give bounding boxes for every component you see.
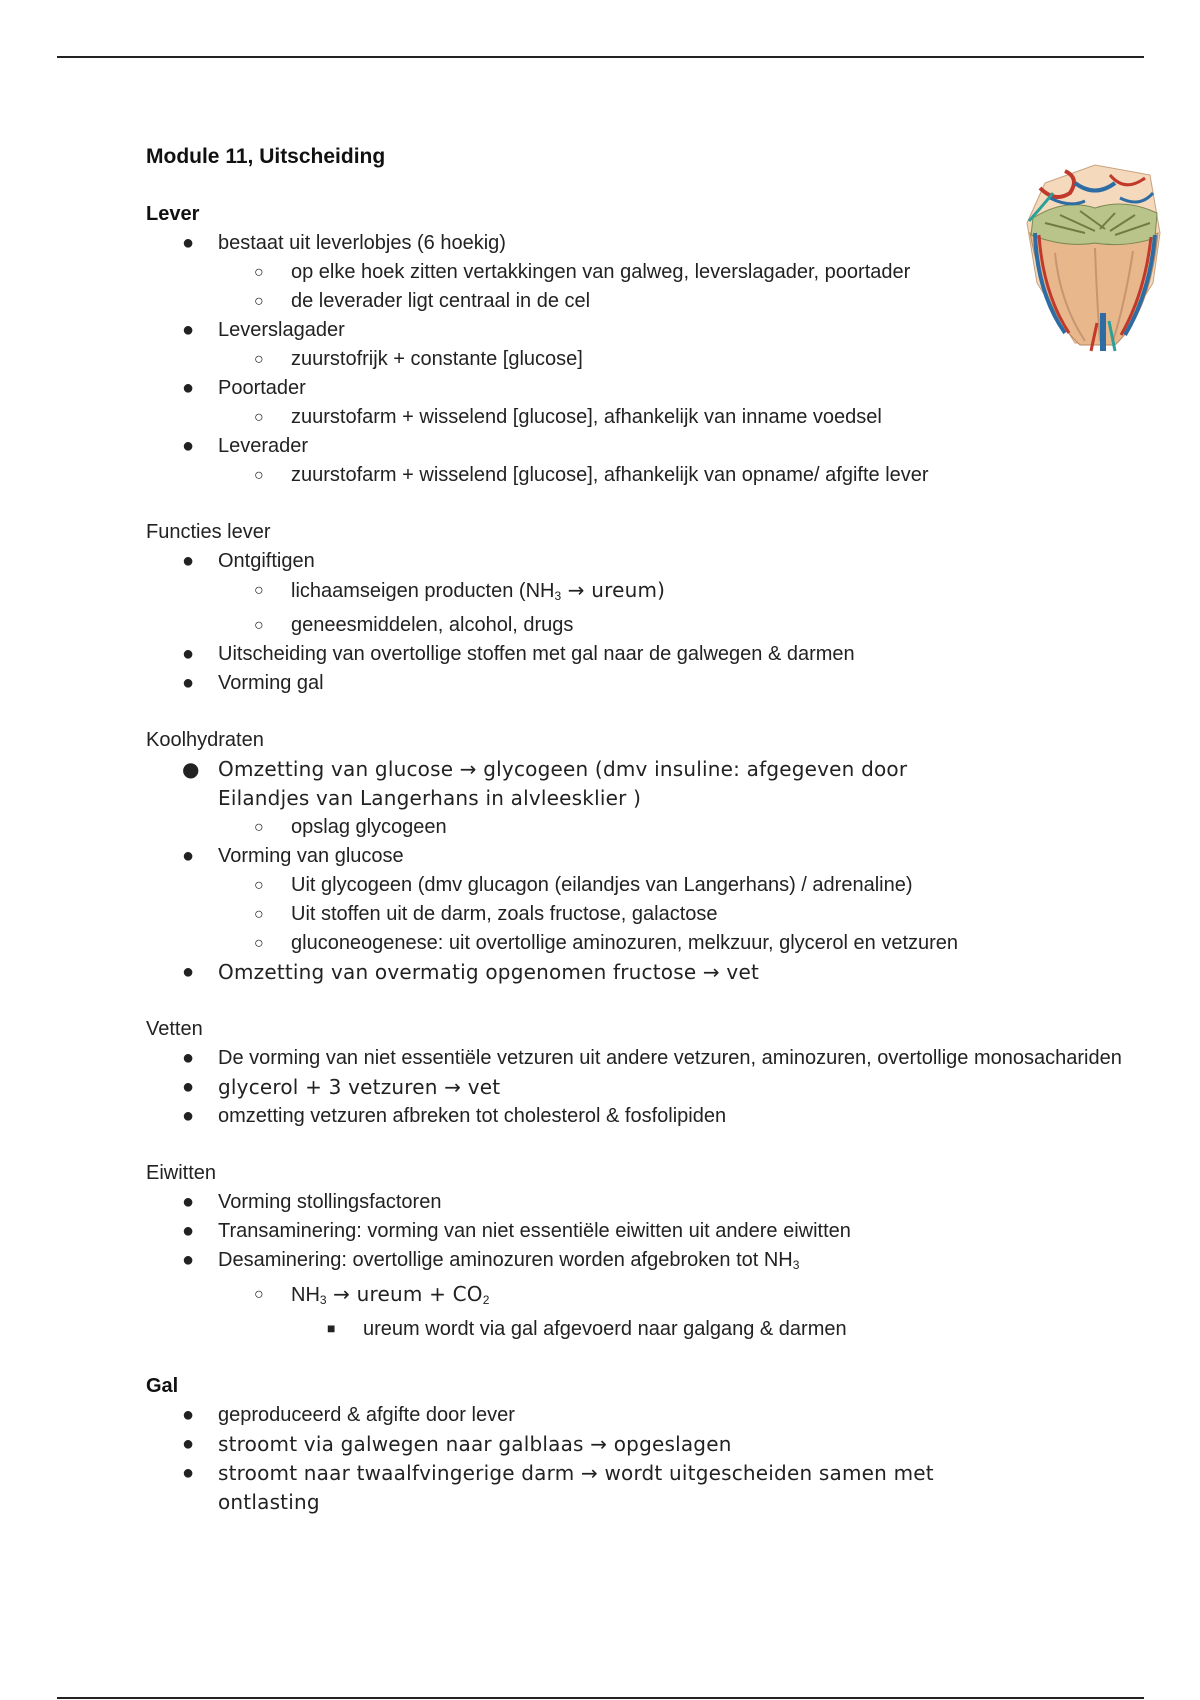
list-item: ● Omzetting van overmatig opgenomen fructose → vet	[182, 960, 760, 984]
list-item: ● Desaminering: overtollige aminozuren worden afgebroken tot $NH_3$	[182, 1249, 800, 1272]
list-item: ● glycerol + 3 vetzuren → vet	[182, 1075, 501, 1099]
list-item: ● stroomt naar twaalfvingerige darm → wordt uitgescheiden samen met ontlasting	[182, 1461, 934, 1514]
list-eiwitten	[146, 1188, 1146, 1344]
section-lever	[146, 200, 1146, 490]
section-vetten	[146, 1015, 1146, 1131]
list-item: ○ lichaamseigen producten ($NH_3$ → ureum)	[254, 578, 666, 603]
list-item: ● Leverader	[182, 435, 309, 457]
section-eiwitten	[146, 1159, 1146, 1344]
section-heading-koolhydraten: Koolhydraten	[146, 729, 264, 751]
list-item: ○ Uit stoffen uit de darm, zoals fructose, galactose	[254, 903, 718, 925]
list-item: ● Ontgiftigen	[182, 550, 315, 572]
section-gal	[146, 1372, 1146, 1517]
page-title: Module 11, Uitscheiding	[146, 145, 386, 168]
list-item: ● Transaminering: vorming van niet essentiële eiwitten uit andere eiwitten	[182, 1220, 851, 1242]
header-rule	[57, 56, 1144, 58]
footer-rule	[57, 1697, 1144, 1699]
section-heading-lever: Lever	[146, 203, 200, 225]
list-item: ● Vorming van glucose	[182, 845, 404, 867]
list-lever	[146, 229, 1146, 490]
section-heading-vetten: Vetten	[146, 1018, 203, 1040]
list-item: ● Vorming gal	[182, 672, 324, 694]
list-item: ● Leverslagader	[182, 319, 345, 341]
list-functies	[146, 547, 1146, 698]
list-item: ○ zuurstofarm + wisselend [glucose], afhankelijk van inname voedsel	[254, 406, 882, 428]
list-gal	[146, 1401, 1146, 1517]
list-item: ● stroomt via galwegen naar galblaas → opgeslagen	[182, 1432, 732, 1456]
list-item: ○ $NH_3$ → ureum + $CO_2$	[254, 1282, 490, 1307]
list-item: ● De vorming van niet essentiële vetzuren uit andere vetzuren, aminozuren, overtollige monosachariden	[182, 1047, 1122, 1069]
list-item: ● bestaat uit leverlobjes (6 hoekig)	[182, 232, 506, 254]
list-item: ● geproduceerd & afgifte door lever	[182, 1404, 515, 1426]
list-vetten	[146, 1044, 1146, 1131]
section-koolhydraten	[146, 726, 1146, 987]
list-item: ● omzetting vetzuren afbreken tot cholesterol & fosfolipiden	[182, 1105, 727, 1127]
section-heading-eiwitten: Eiwitten	[146, 1162, 217, 1184]
list-item: ● Omzetting van glucose → glycogeen (dmv insuline: afgegeven door Eilandjes van Langerhans in alvleesklier )	[182, 757, 908, 810]
section-heading-gal: Gal	[146, 1375, 179, 1397]
list-item: ○ zuurstofrijk + constante [glucose]	[254, 348, 583, 370]
section-heading-functies: Functies lever	[146, 521, 271, 543]
list-item: ● Poortader	[182, 377, 306, 399]
list-item: ○ gluconeogenese: uit overtollige aminozuren, melkzuur, glycerol en vetzuren	[254, 932, 959, 954]
list-item: ■ ureum wordt via gal afgevoerd naar galgang & darmen	[327, 1318, 847, 1340]
list-item: ○ geneesmiddelen, alcohol, drugs	[254, 614, 574, 636]
section-functies-lever	[146, 518, 1146, 698]
list-item: ○ Uit glycogeen (dmv glucagon (eilandjes van Langerhans) / adrenaline)	[254, 874, 913, 896]
list-item: ○ de leverader ligt centraal in de cel	[254, 290, 591, 312]
list-item: ○ op elke hoek zitten vertakkingen van galweg, leverslagader, poortader	[254, 261, 911, 283]
liver-lobule-illustration	[1025, 163, 1165, 353]
document-body	[146, 142, 1146, 1545]
list-item: ○ opslag glycogeen	[254, 816, 447, 838]
list-item: ● Uitscheiding van overtollige stoffen met gal naar de galwegen & darmen	[182, 643, 855, 665]
list-item: ● Vorming stollingsfactoren	[182, 1191, 442, 1213]
list-item: ○ zuurstofarm + wisselend [glucose], afhankelijk van opname/ afgifte lever	[254, 464, 929, 486]
list-koolhydraten	[146, 755, 1146, 987]
